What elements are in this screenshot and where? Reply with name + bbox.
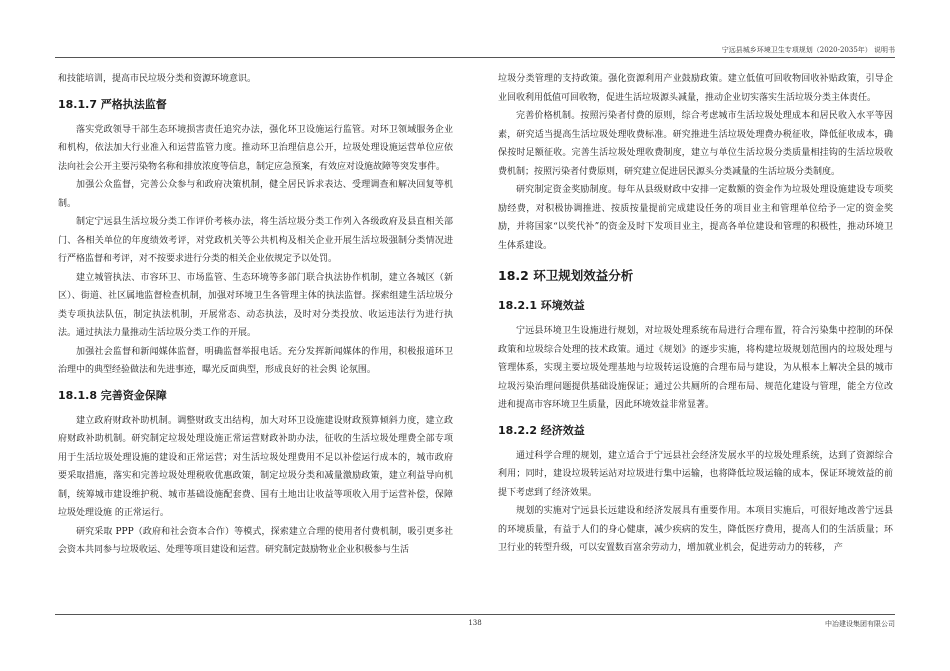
header-divider xyxy=(55,57,895,58)
running-header: 宁远县城乡环境卫生专项规划（2020-2035年） 说明书 xyxy=(721,46,895,54)
section-heading: 18.2.2 经济效益 xyxy=(498,423,585,437)
paragraph: 落实党政领导干部生态环境损害责任追究办法，强化环卫设施运行监管。对环卫领域服务企业和机构，依法加大行业准入和运营监管力度。推动环卫治理信息公开，垃圾处理设施运营单位应依法向社会公开主要污染物名称和排放浓度等信息，制定应急预案，有效应对设施故障等突发事件。 xyxy=(58,124,453,172)
left-column xyxy=(58,70,453,560)
paragraph: 研究采取 PPP（政府和社会资本合作）等模式，探索建立合理的使用者付费机制，吸引更多社会资本共同参与垃圾收运、处理等项目建设和运营。研究制定鼓励物业企业积极参与生活 xyxy=(58,526,453,555)
paragraph: 研究制定资金奖励制度。每年从县级财政中安排一定数额的资金作为垃圾处理设施建设专项奖励经费，对积极协调推进、按质按量提前完成建设任务的项目业主和管理单位给予一定的资金奖励，并将国家“以奖代补”的资金及时下发项目业主，提高各单位建设和管理的积极性，推动环境卫生体系建设。 xyxy=(498,185,893,251)
paragraph: 垃圾分类管理的支持政策。强化资源利用产业鼓励政策。建立低值可回收物回收补贴政策，引导企业回收利用低值可回收物，促进生活垃圾源头减量，推动企业切实落实生活垃圾分类主体责任。 xyxy=(498,74,893,103)
paragraph: 和技能培训，提高市民垃圾分类和资源环境意识。 xyxy=(58,74,257,84)
page-number: 138 xyxy=(468,619,482,627)
paragraph: 通过科学合理的规划，建立适合于宁远县社会经济发展水平的垃圾处理系统，达到了资源综合利用；同时，建设垃圾转运站对垃圾进行集中运输，也将降低垃圾运输的成本，保证环境效益的前提下考虑到了经济效果。 xyxy=(498,450,893,498)
paragraph: 完善价格机制。按照污染者付费的原则，综合考虑城市生活垃圾处理成本和居民收入水平等因素，研究适当提高生活垃圾处理收费标准。研究推进生活垃圾处理费办税征收，降低征收成本，确保按时足额征收。完善生活垃圾处理收费制度，建立与单位生活垃圾分类质量相挂钩的生活垃圾收费机制；按照污染者付费原则，研究建立促进居民源头分类减量的生活垃圾分类制度。 xyxy=(498,111,893,177)
paragraph: 宁远县环境卫生设施进行规划，对垃圾处理系统布局进行合理布置，符合污染集中控制的环保政策和垃圾综合处理的技术政策。通过《规划》的逐步实施，将构建垃圾规划范围内的垃圾处理与管理体系，实现主要垃圾处理基地与垃圾转运设施的合理布局与建设，为从根本上解决全县的城市垃圾污染治理问题提供基础设施保证；通过公共厕所的合理布局、规范化建设与管理，能全方位改进和提高市容环境卫生质量，因此环境效益非常显著。 xyxy=(498,326,893,410)
paragraph: 制定宁远县生活垃圾分类工作评价考核办法，将生活垃圾分类工作列入各级政府及县直相关部门、各相关单位的年度绩效考评，对党政机关等公共机构及相关企业开展生活垃圾强制分类情况进行严格监督和考评，对不按要求进行分类的相关企业依规定予以处罚。 xyxy=(58,217,453,264)
footer-company: 中冶建设集团有限公司 xyxy=(825,620,895,628)
right-column xyxy=(498,70,893,558)
paragraph: 规划的实施对宁远县长远建设和经济发展具有重要作用。本项目实施后，可很好地改善宁远县的环境质量，有益于人们的身心健康，减少疾病的发生，降低医疗费用，提高人们的生活质量；环卫行业的转型升级，可以安置数百富余劳动力，增加就业机会，促进劳动力的转移， 产 xyxy=(498,506,893,553)
paragraph: 建立政府财政补助机制。调整财政支出结构，加大对环卫设施建设财政预算倾斜力度，建立政府财政补助机制。研究制定垃圾处理设施正常运营财政补助办法，征收的生活垃圾处理费全部专项用于生活垃圾处理设施的建设和正常运营；对生活垃圾处理费用不足以补偿运行成本的，城市政府要采取措施，落实和完善垃圾处理税收优惠政策，制定垃圾分类和减量激励政策，建立利益导向机制，统筹城市建设维护税、城市基础设施配套费、国有土地出让收益等项收入用于运营补偿，保障垃圾处理设施 的正常运行。 xyxy=(58,415,453,518)
section-heading: 18.1.8 完善资金保障 xyxy=(58,388,167,402)
footer-divider xyxy=(55,614,895,615)
chapter-heading: 18.2 环卫规划效益分析 xyxy=(498,268,634,283)
paragraph: 建立城管执法、市容环卫、市场监管、生态环境等多部门联合执法协作机制，建立各城区（新区）、街道、社区属地监督检查机制，加强对环境卫生各管理主体的执法监督。探索组建生活垃圾分类专项执法队伍，制定执法机制，开展常态、动态执法，及时对分类投放、收运违法行为进行执法。通过执法力量推动生活垃圾分类工作的开展。 xyxy=(58,272,453,338)
paragraph: 加强公众监督，完善公众参与和政府决策机制，健全居民诉求表达、受理调查和解决回复等机制。 xyxy=(58,180,453,209)
paragraph: 加强社会监督和新闻媒体监督，明确监督举报电话。充分发挥新闻媒体的作用，积极报道环卫治理中的典型经验做法和先进事迹，曝光反面典型，形成良好的社会舆 论氛围。 xyxy=(58,346,453,375)
section-heading: 18.2.1 环境效益 xyxy=(498,299,585,312)
section-heading: 18.1.7 严格执法监督 xyxy=(58,97,167,111)
